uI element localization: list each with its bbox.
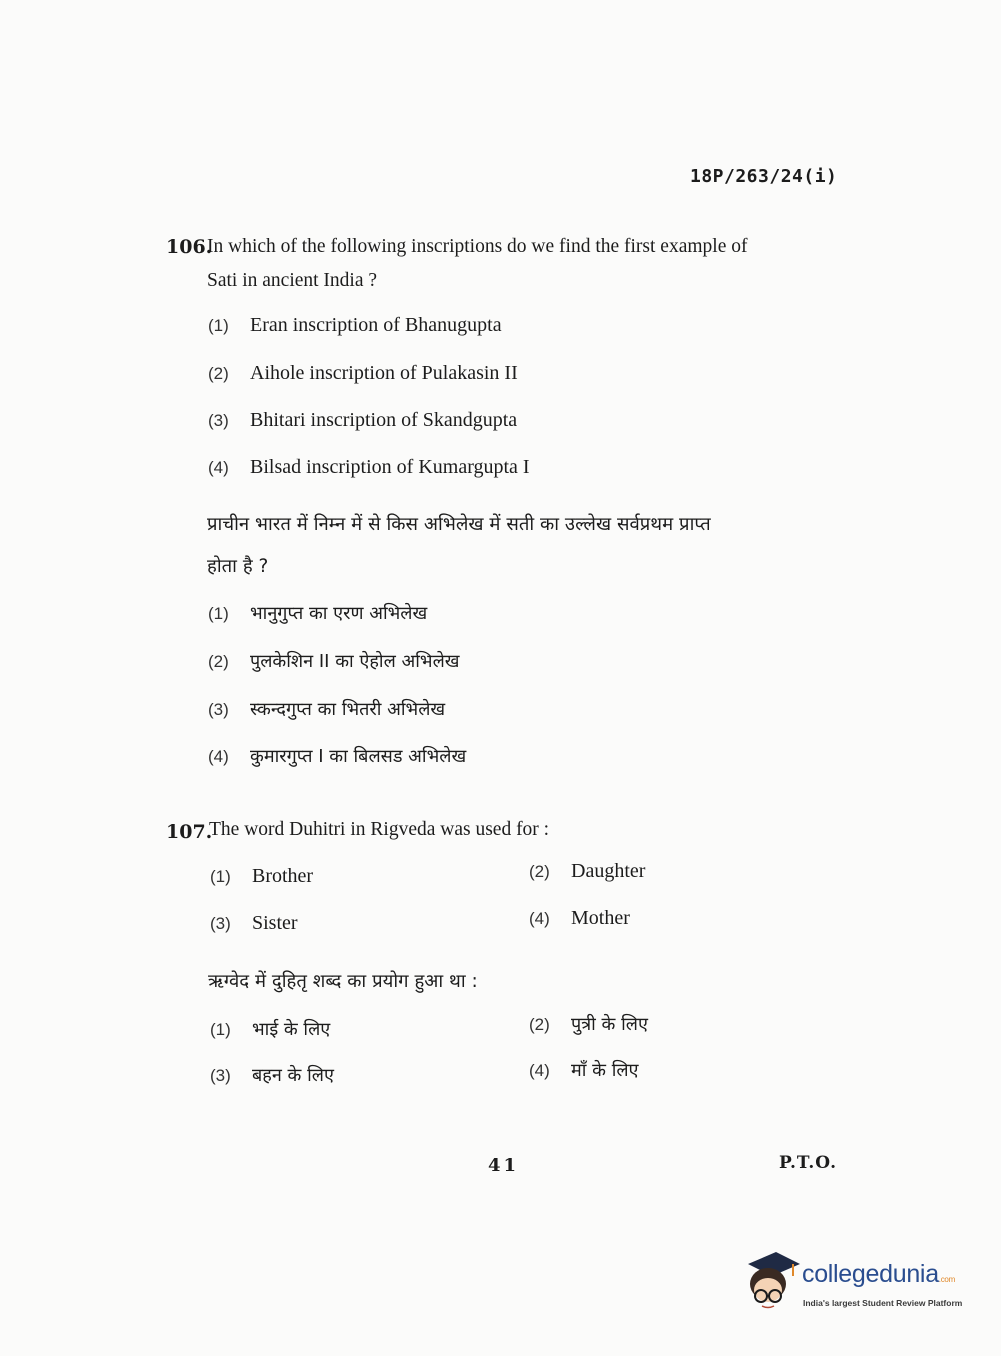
option-number: (2) bbox=[208, 364, 229, 383]
option-number: (1) bbox=[210, 867, 231, 886]
option-text: भाई के लिए bbox=[252, 1019, 331, 1040]
brand-tagline: India's largest Student Review Platform bbox=[803, 1298, 963, 1308]
q107-option-1 bbox=[210, 865, 313, 888]
question-106-text-line2: Sati in ancient India ? bbox=[207, 270, 378, 291]
option-number: (3) bbox=[208, 700, 229, 719]
option-text: Daughter bbox=[571, 860, 646, 882]
q106-hindi-option-1 bbox=[208, 601, 427, 625]
q106-hindi-option-4 bbox=[208, 744, 466, 768]
option-text: Eran inscription of Bhanugupta bbox=[250, 314, 502, 336]
option-number: (3) bbox=[208, 411, 229, 430]
q106-hindi-option-2 bbox=[208, 649, 460, 673]
q106-option-1 bbox=[208, 314, 502, 337]
q106-hindi-option-3 bbox=[208, 697, 445, 721]
option-number: (4) bbox=[208, 458, 229, 477]
paper-code: 18P/263/24(i) bbox=[690, 166, 838, 187]
option-text: Sister bbox=[252, 912, 298, 934]
question-106-number: 106. bbox=[166, 236, 213, 258]
brand-name: collegedunia.com bbox=[802, 1260, 955, 1288]
option-number: (1) bbox=[208, 316, 229, 335]
option-number: (4) bbox=[529, 909, 550, 928]
option-number: (4) bbox=[529, 1061, 550, 1080]
question-107-text: The word Duhitri in Rigveda was used for : bbox=[209, 819, 550, 840]
collegedunia-watermark bbox=[742, 1250, 972, 1320]
option-number: (2) bbox=[529, 1015, 550, 1034]
q106-option-2 bbox=[208, 362, 518, 385]
option-text: पुत्री के लिए bbox=[571, 1014, 648, 1035]
option-text: माँ के लिए bbox=[571, 1060, 639, 1081]
option-text: बहन के लिए bbox=[252, 1065, 334, 1086]
question-107-number: 107. bbox=[166, 821, 213, 843]
option-text: Bilsad inscription of Kumargupta I bbox=[250, 456, 530, 478]
question-106-hindi-line2: होता है ? bbox=[207, 556, 269, 577]
option-text: भानुगुप्त का एरण अभिलेख bbox=[250, 603, 428, 624]
option-text: पुलकेशिन II का ऐहोल अभिलेख bbox=[250, 651, 460, 672]
question-106-text-line1: In which of the following inscriptions do we find the first example of bbox=[207, 236, 748, 257]
option-number: (3) bbox=[210, 1066, 231, 1085]
q106-option-3 bbox=[208, 409, 517, 432]
question-107-hindi-text: ऋग्वेद में दुहितृ शब्द का प्रयोग हुआ था : bbox=[208, 971, 478, 992]
page-number: 41 bbox=[488, 1155, 520, 1176]
option-number: (4) bbox=[208, 747, 229, 766]
q107-option-3 bbox=[210, 912, 298, 935]
mascot-icon bbox=[742, 1250, 800, 1312]
option-number: (3) bbox=[210, 914, 231, 933]
q107-option-4 bbox=[529, 907, 630, 930]
q107-hindi-option-3 bbox=[210, 1063, 334, 1087]
option-text: Mother bbox=[571, 907, 630, 929]
option-text: स्कन्दगुप्त का भितरी अभिलेख bbox=[250, 699, 446, 720]
pto-label: P.T.O. bbox=[779, 1153, 837, 1173]
q107-option-2 bbox=[529, 860, 645, 883]
question-106-hindi-line1: प्राचीन भारत में निम्न में से किस अभिलेख में सती का उल्लेख सर्वप्रथम प्राप्त bbox=[207, 514, 711, 535]
q107-hindi-option-2 bbox=[529, 1012, 648, 1036]
q107-hindi-option-4 bbox=[529, 1058, 639, 1082]
option-text: कुमारगुप्त I का बिलसड अभिलेख bbox=[250, 746, 467, 767]
option-number: (1) bbox=[208, 604, 229, 623]
option-number: (2) bbox=[529, 862, 550, 881]
q106-option-4 bbox=[208, 456, 530, 479]
q107-hindi-option-1 bbox=[210, 1017, 330, 1041]
option-text: Brother bbox=[252, 865, 314, 887]
option-number: (2) bbox=[208, 652, 229, 671]
option-text: Aihole inscription of Pulakasin II bbox=[250, 362, 518, 384]
option-number: (1) bbox=[210, 1020, 231, 1039]
option-text: Bhitari inscription of Skandgupta bbox=[250, 409, 518, 431]
